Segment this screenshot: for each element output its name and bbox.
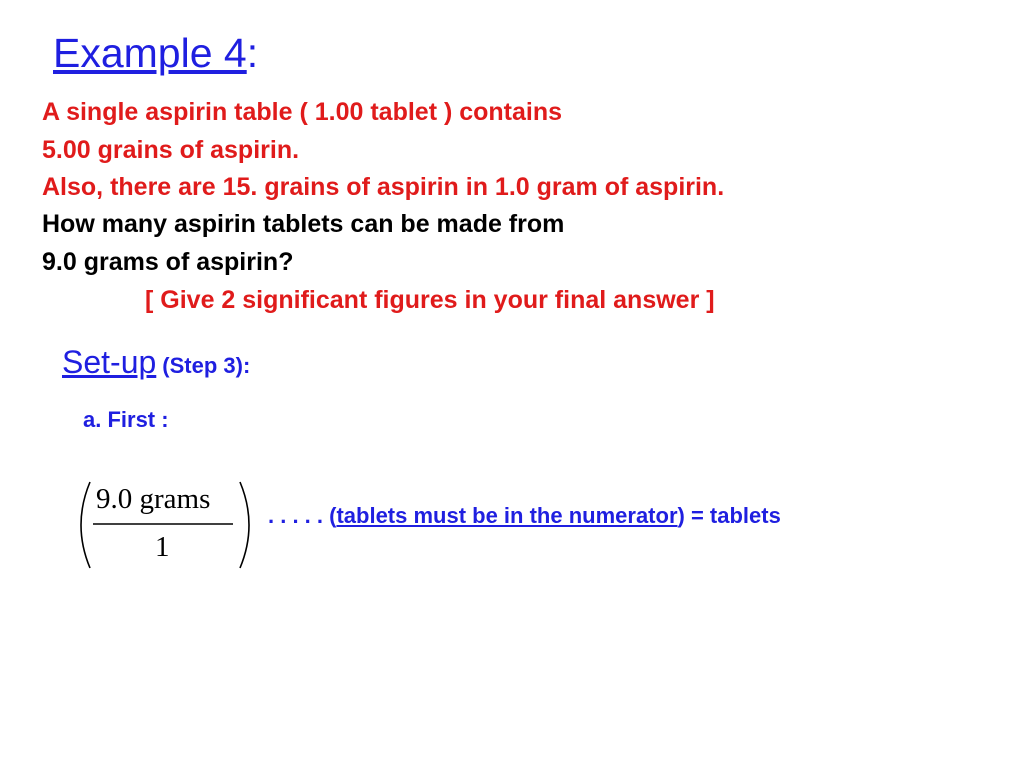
problem-line-3: Also, there are 15. grains of aspirin in 1.0 gram of aspirin. <box>42 173 725 201</box>
title-text: Example 4 <box>53 30 247 76</box>
fraction-expression <box>76 478 254 572</box>
problem-instruction: [ Give 2 significant figures in your final answer ] <box>145 286 715 314</box>
problem-line-2: 5.00 grains of aspirin. <box>42 136 300 164</box>
fraction-numerator: 9.0 grams <box>96 483 211 515</box>
left-paren <box>81 482 90 568</box>
setup-heading <box>62 344 250 381</box>
setup-label: Set-up <box>62 344 157 380</box>
problem-line-5: 9.0 grams of aspirin? <box>42 248 294 276</box>
numerator-note: tablets must be in the numerator <box>336 503 678 528</box>
right-paren <box>240 482 249 568</box>
equation-result: ) = tablets <box>677 503 781 528</box>
fraction-denominator: 1 <box>155 531 170 563</box>
problem-line-1: A single aspirin table ( 1.00 tablet ) contains <box>42 98 563 126</box>
page-title <box>53 30 258 77</box>
setup-step: (Step 3): <box>162 353 251 378</box>
step-a-label: a. First : <box>83 407 169 432</box>
problem-line-4: How many aspirin tablets can be made from <box>42 210 565 238</box>
equation-dots: . . . . . ( <box>268 503 337 528</box>
equation-rest <box>268 503 781 529</box>
title-colon: : <box>246 30 259 76</box>
